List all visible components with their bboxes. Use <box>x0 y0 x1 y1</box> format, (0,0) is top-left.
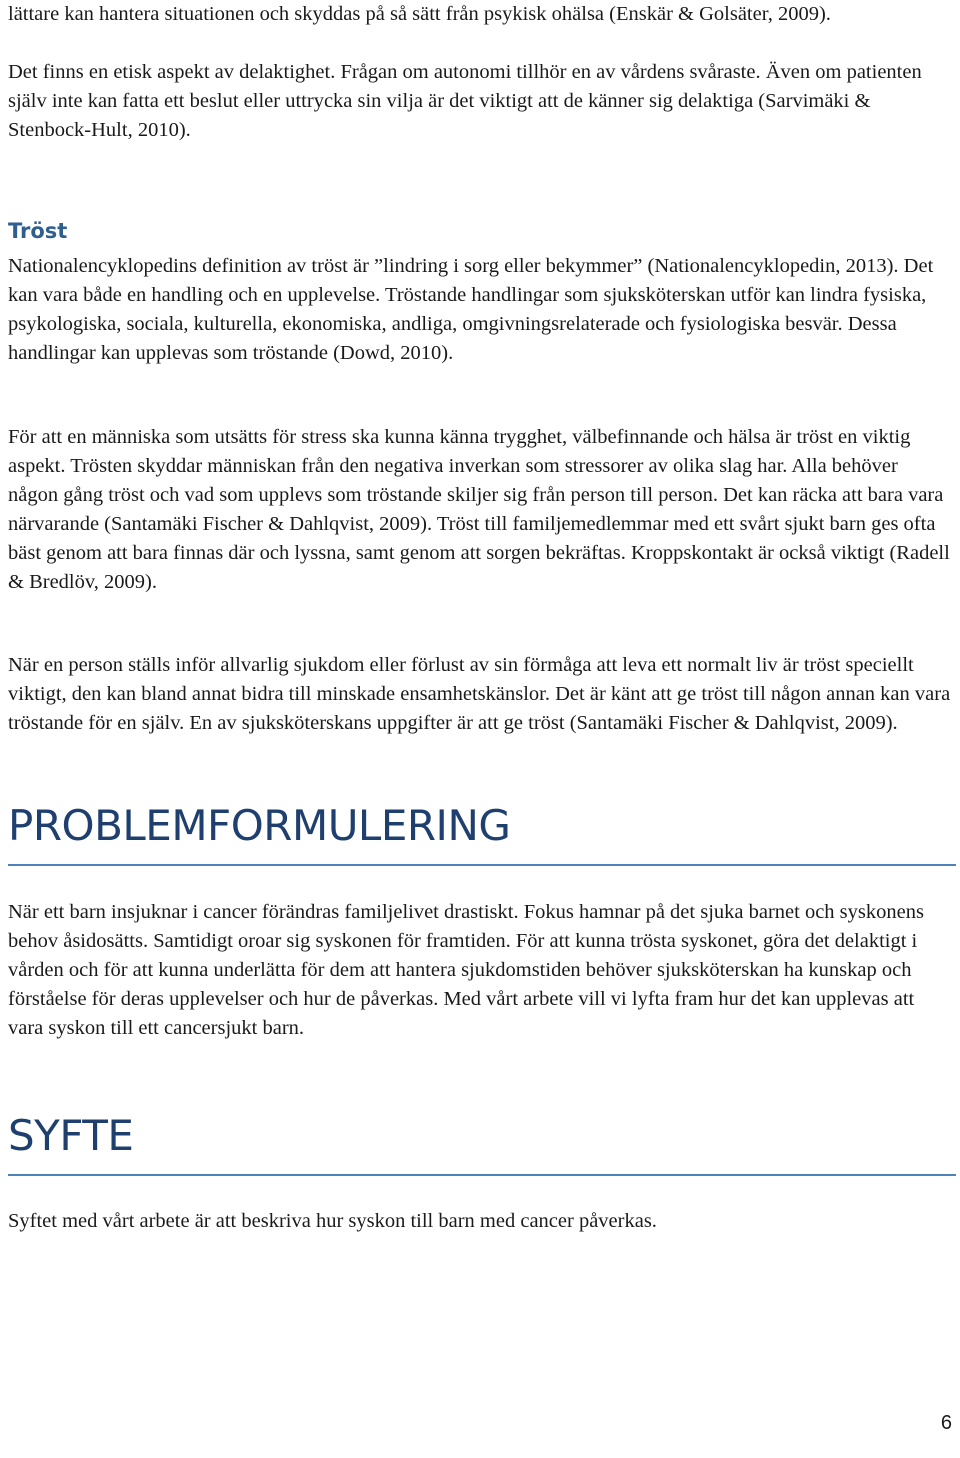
paragraph-ethics: Det finns en etisk aspekt av delaktighet. Frågan om autonomi tillhör en av vårdens svåraste. Även om patienten själv inte kan fatta ett beslut eller uttrycka sin vilja är det viktigt att de känner sig delaktiga (Sarvimäki & Stenbock-Hult, 2010). <box>8 61 922 141</box>
page-number: 6 <box>940 1412 952 1434</box>
paragraph-syfte: Syftet med vårt arbete är att beskriva hur syskon till barn med cancer påverkas. <box>8 1210 657 1232</box>
subheading-trost: Tröst <box>8 219 68 243</box>
heading-rule <box>8 864 956 866</box>
paragraph-problem: När ett barn insjuknar i cancer förändras familjelivet drastiskt. Fokus hamnar på det sjuka barnet och syskonens behov åsidosätts. Samtidigt oroar sig syskonen för framtiden. För att kunna trösta syskonet, göra det delaktigt i vården och för att kunna underlätta för dem att hantera sjukdomstiden behöver sjuksköterskan ha kunskap och förståelse för deras upplevelser och hur de påverkas. Med vårt arbete vill vi lyfta fram hur det kan upplevas att vara syskon till ett cancersjukt barn. <box>8 901 924 1039</box>
paragraph-trost-stress: För att en människa som utsätts för stress ska kunna känna trygghet, välbefinnande och hälsa är tröst en viktig aspekt. Trösten skyddar människan från den negativa inverkan som stressorer av olika slag har. Alla behöver någon gång tröst och vad som upplevs som tröstande skiljer sig från person till person. Det kan räcka att bara vara närvarande (Santamäki Fischer & Dahlqvist, 2009). Tröst till familjemedlemmar med ett svårt sjukt barn ges ofta bäst genom att bara finnas där och lyssna, samt genom att sorgen bekräftas. Kroppskontakt är också viktigt (Radell & Bredlöv, 2009). <box>8 426 950 593</box>
heading-problemformulering: PROBLEMFORMULERING <box>8 801 511 850</box>
paragraph-trost-definition: Nationalencyklopedins definition av tröst är ”lindring i sorg eller bekymmer” (Nationalencyklopedin, 2013). Det kan vara både en handling och en upplevelse. Tröstande handlingar som sjuksköterskan utför kan lindra fysiska, psykologiska, sociala, kulturella, ekonomiska, andliga, omgivningsrelaterade och fysiologiska besvär. Dessa handlingar kan upplevas som tröstande (Dowd, 2010). <box>8 255 934 364</box>
heading-syfte: SYFTE <box>8 1111 134 1160</box>
paragraph-trost-illness: När en person ställs inför allvarlig sjukdom eller förlust av sin förmåga att leva ett normalt liv är tröst speciellt viktigt, den kan bland annat bidra till minskade ensamhetskänslor. Det är känt att ge tröst till någon annan kan vara tröstande för en själv. En av sjuksköterskans uppgifter är att ge tröst (Santamäki Fischer & Dahlqvist, 2009). <box>8 654 951 734</box>
paragraph-top: lättare kan hantera situationen och skyddas på så sätt från psykisk ohälsa (Enskär & Golsäter, 2009). <box>8 3 831 25</box>
heading-rule <box>8 1174 956 1176</box>
